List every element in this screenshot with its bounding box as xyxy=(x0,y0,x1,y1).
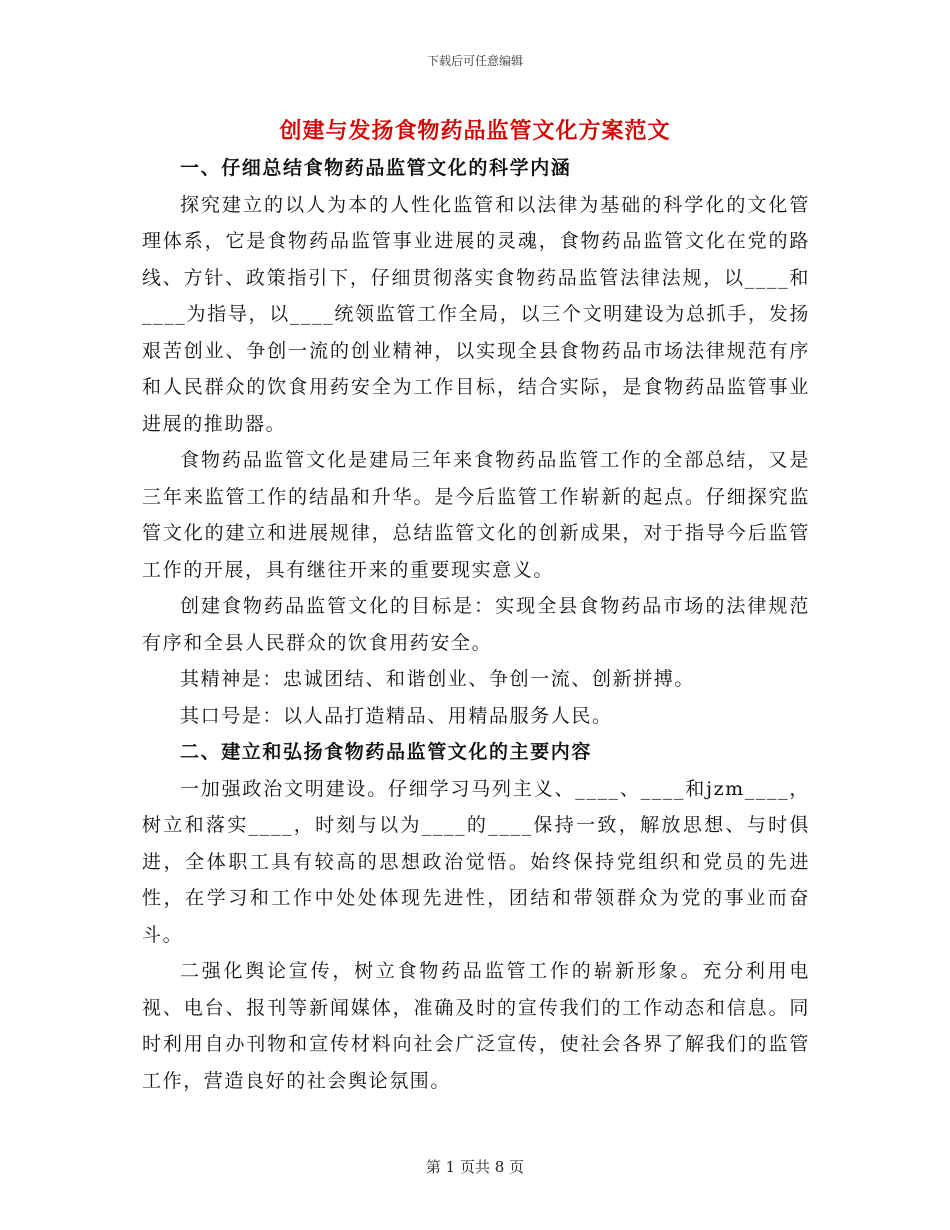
paragraph: 一加强政治文明建设。仔细学习马列主义、____、____和jzm____，树立和落实____，时刻与以为____的____保持一致，解放思想、与时俱进，全体职工具有较高的思想政治觉悟。始终保持党组织和党员的先进性，在学习和工作中处处体现先进性，团结和带领群众为党的事业而奋斗。 xyxy=(142,777,810,946)
paragraph: 其口号是：以人品打造精品、用精品服务人民。 xyxy=(180,704,613,727)
paragraph: 其精神是：忠诚团结、和谐创业、争创一流、创新拼搏。 xyxy=(180,668,696,690)
paragraph: 探究建立的以人为本的人性化监管和以法律为基础的科学化的文化管理体系，它是食物药品监管事业进展的灵魂，食物药品监管文化在党的路线、方针、政策指引下，仔细贯彻落实食物药品监管法律法规，以____和____为指导，以____统领监管工作全局，以三个文明建设为总抓手，发扬艰苦创业、争创一流的创业精神，以实现全县食物药品市场法律规范有序和人民群众的饮食用药安全为工作目标，结合实际，是食物药品监管事业进展的推助器。 xyxy=(142,193,810,435)
paragraph: 二强化舆论宣传，树立食物药品监管工作的崭新形象。充分利用电视、电台、报刊等新闻媒体，准确及时的宣传我们的工作动态和信息。同时利用自办刊物和宣传材料向社会广泛宣传，使社会各界了解我们的监管工作，营造良好的社会舆论氛围。 xyxy=(142,960,810,1092)
section-heading: 一、仔细总结食物药品监管文化的科学内涵 xyxy=(180,157,572,179)
paragraph: 创建食物药品监管文化的目标是：实现全县食物药品市场的法律规范有序和全县人民群众的饮食用药安全。 xyxy=(142,595,810,654)
page-footer: 第 1 页共 8 页 xyxy=(425,1158,525,1176)
header-note: 下载后可任意编辑 xyxy=(426,54,523,68)
document-body xyxy=(142,150,810,1099)
paragraph: 食物药品监管文化是建局三年来食物药品监管工作的全部总结，又是三年来监管工作的结晶和升华。是今后监管工作崭新的起点。仔细探究监管文化的建立和进展规律，总结监管文化的创新成果，对于指导今后监管工作的开展，具有继往开来的重要现实意义。 xyxy=(142,449,810,581)
document-title: 创建与发扬食物药品监管文化方案范文 xyxy=(279,119,671,144)
section-heading: 二、建立和弘扬食物药品监管文化的主要内容 xyxy=(180,741,593,763)
